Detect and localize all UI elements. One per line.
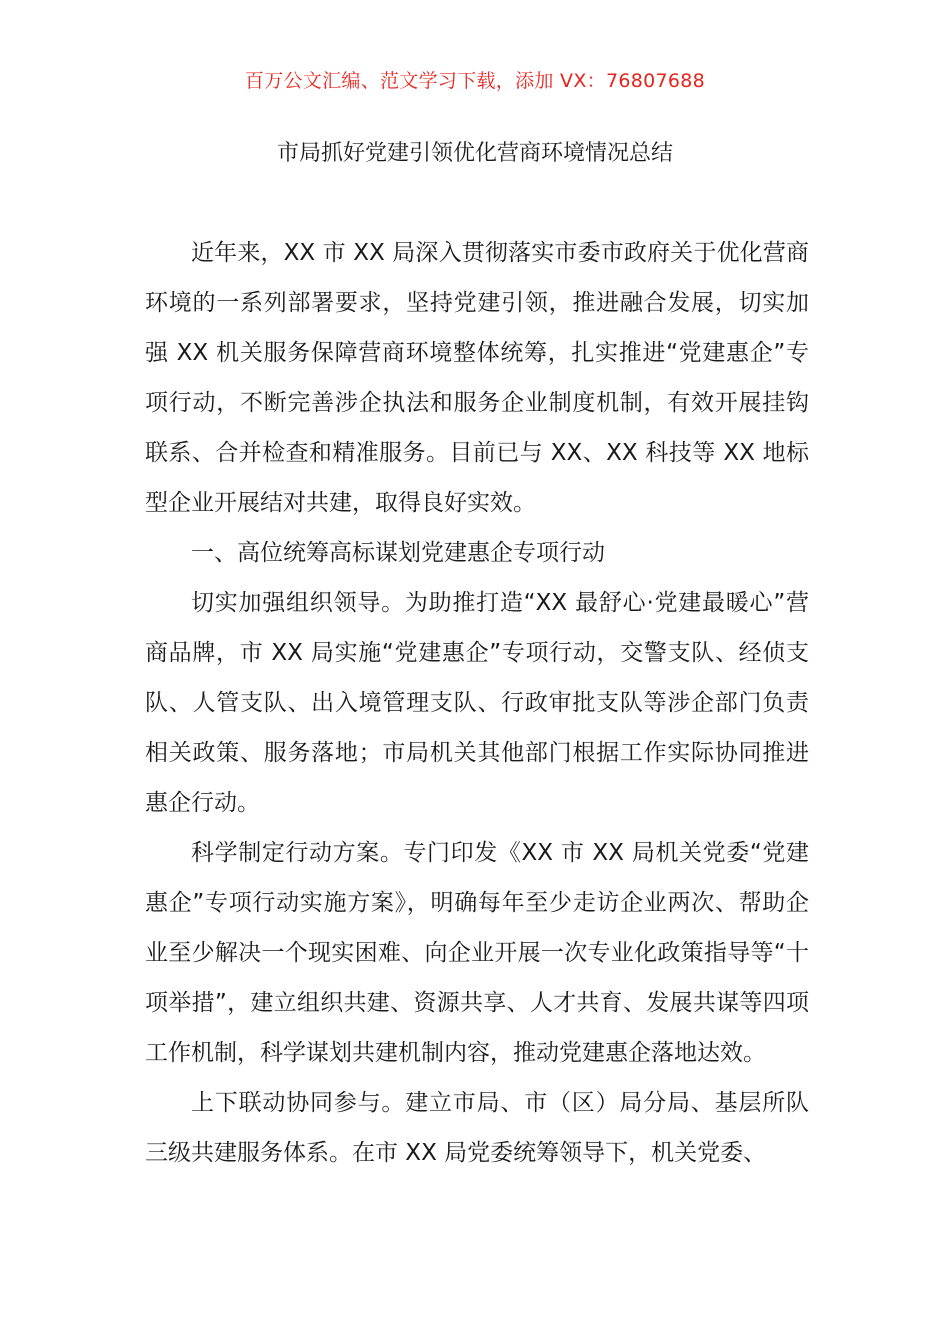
page-title: 市局抓好党建引领优化营商环境情况总结 <box>276 141 673 166</box>
body-paragraph: 切实加强组织领导。为助推打造“XX 最舒心·党建最暖心”营商品牌，市 XX 局实施“党建惠企”专项行动，交警支队、经侦支队、人管支队、出入境管理支队、行政审批支队等涉企部门负责相关政策、服务落地；市局机关其他部门根据工作实际协同推进惠企行动。 <box>145 590 809 816</box>
intro-paragraph: 近年来，XX 市 XX 局深入贯彻落实市委市政府关于优化营商环境的一系列部署要求，坚持党建引领，推进融合发展，切实加强 XX 机关服务保障营商环境整体统筹，扎实推进“党建惠企”专项行动，不断完善涉企执法和服务企业制度机制，有效开展挂钩联系、合并检查和精准服务。目前已与 XX、XX 科技等 XX 地标型企业开展结对共建，取得良好实效。 <box>145 240 809 516</box>
body-paragraph: 科学制定行动方案。专门印发《XX 市 XX 局机关党委“党建惠企”专项行动实施方案》，明确每年至少走访企业两次、帮助企业至少解决一个现实困难、向企业开展一次专业化政策指导等“十项举措”，建立组织共建、资源共享、人才共育、发展共谋等四项工作机制，科学谋划共建机制内容，推动党建惠企落地达效。 <box>145 840 809 1066</box>
promo-header: 百万公文汇编、范文学习下载，添加 VX：76807688 <box>244 70 706 92</box>
body-paragraph: 上下联动协同参与。建立市局、市（区）局分局、基层所队三级共建服务体系。在市 XX 局党委统筹领导下，机关党委、 <box>145 1090 809 1166</box>
section-heading: 一、高位统筹高标谋划党建惠企专项行动 <box>191 540 605 566</box>
document-body <box>145 228 809 1178</box>
